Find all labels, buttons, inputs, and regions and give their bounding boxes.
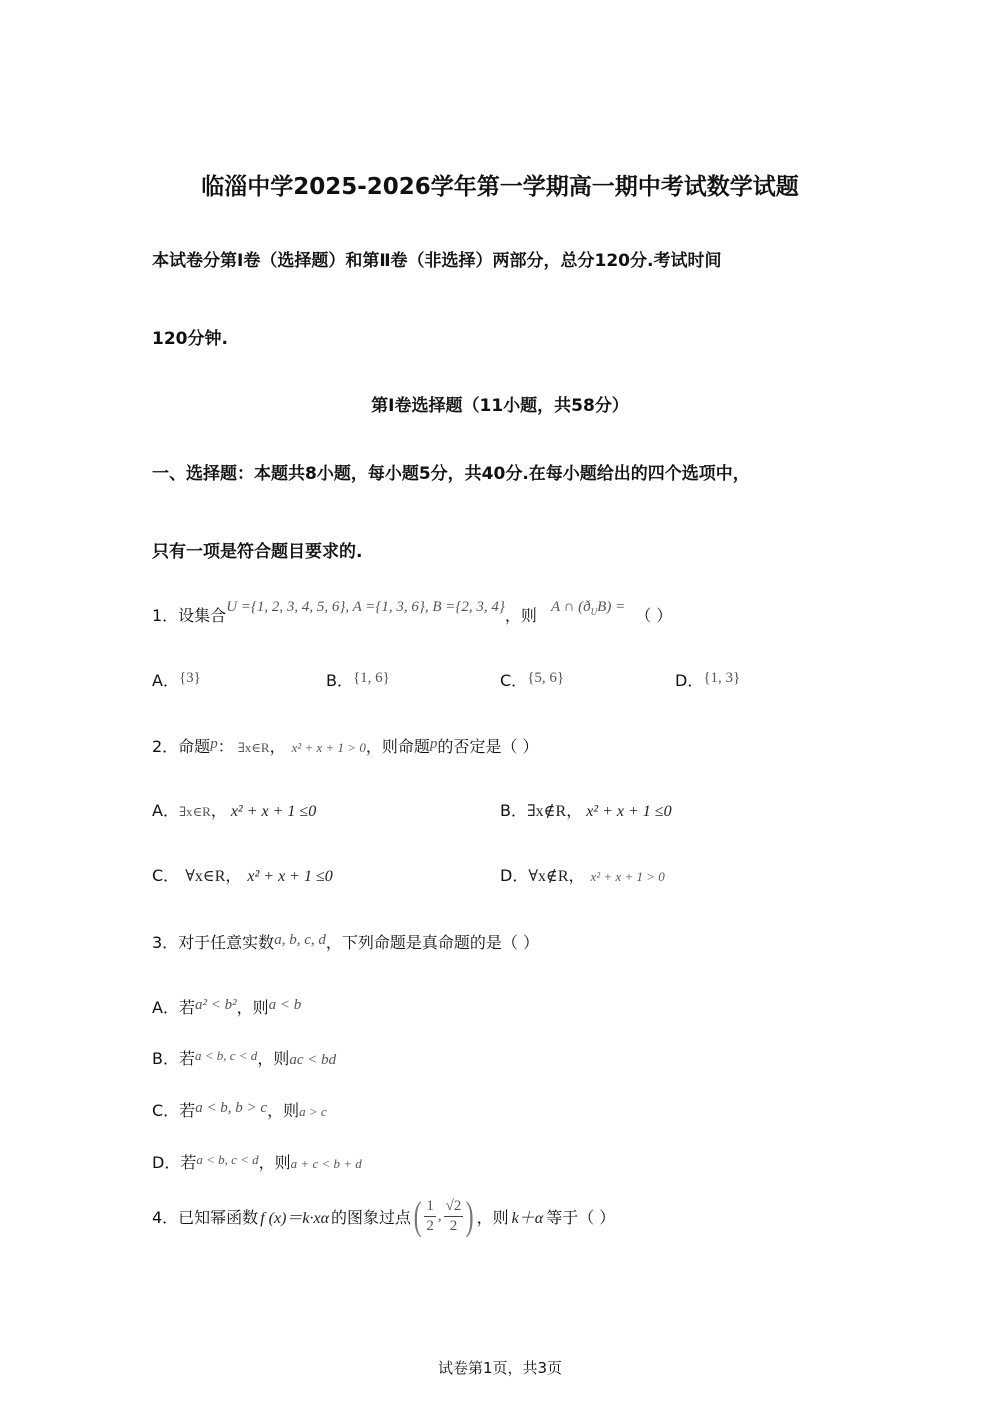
question-1-option-a: A．{3} [152,670,201,690]
question-3: 3．对于任意实数a, b, c, d，下列命题是真命题的是（ ） [152,932,539,952]
question-2-option-d: D．∀x∉R， x² + x + 1 > 0 [500,866,665,885]
question-1-option-c: C．{5, 6} [500,670,565,690]
question-3-option-c: C．若a < b, b > c，则a > c [152,1100,327,1120]
question-3-option-a: A．若a² < b²，则a < b [152,997,302,1017]
section-1-title: 第Ⅰ卷选择题（11小题，共58分） [371,396,629,416]
intro-line-1: 本试卷分第Ⅰ卷（选择题）和第Ⅱ卷（非选择）两部分，总分120分.考试时间 [152,251,722,271]
question-3-option-d: D．若$^{a < b, c < d}$，则a + c < b + d [152,1152,362,1172]
question-2-option-a: A．∃x∈R， x² + x + 1 ≤0 [152,801,317,820]
point-y-fraction: $\frac{√2}{2}$ [445,1197,462,1234]
intro-line-2: 120分钟. [152,329,228,349]
page-footer: 试卷第1页，共3页 [437,1359,563,1377]
question-4-function: f (x)＝k·xα [260,1209,329,1227]
question-1-mid: ，则 [504,606,537,625]
question-3-option-b: B．若$^{a < b, c < d}$，则ac < bd [152,1048,337,1068]
question-1-option-b: B．{1, 6} [326,670,390,690]
part-1-instructions-line-2: 只有一项是符合题目要求的. [152,542,363,562]
question-1-sets: U ={1, 2, 3, 4, 5, 6}, A ={1, 3, 6}, B ={2, 3, 4} [226,599,505,615]
point-x-fraction: $\frac{1}{2}$ [426,1197,434,1234]
question-1-option-d: D．{1, 3} [675,670,741,690]
question-4: 4．已知幂函数 f (x)＝k·xα 的图象过点 ( $\frac{1}{2}$ , $\frac{√2}{2}$ ) ，则 k＋α 等于（ ） [152,1193,616,1238]
exam-title: 临淄中学2025-2026学年第一学期高一期中考试数学试题 [201,174,799,200]
question-1-blank: （ ） [635,606,673,625]
question-2-option-c: C． ∀x∈R， x² + x + 1 ≤0 [152,866,333,885]
question-2-option-b: B．∃x∉R， x² + x + 1 ≤0 [500,801,672,820]
question-1-prefix: 1．设集合 [152,606,227,625]
part-1-instructions-line-1: 一、选择题：本题共8小题，每小题5分，共40分.在每小题给出的四个选项中， [152,464,750,484]
question-1-expression: A ∩ $(ð_UB)$ = [550,599,626,617]
question-2: 2．命题p： ∃x∈R， x² + x + 1 > 0，则命题p的否定是（ ） [152,736,539,756]
right-paren-icon: ) [465,1193,474,1238]
question-1 [152,599,673,627]
left-paren-icon: ( [413,1193,422,1238]
